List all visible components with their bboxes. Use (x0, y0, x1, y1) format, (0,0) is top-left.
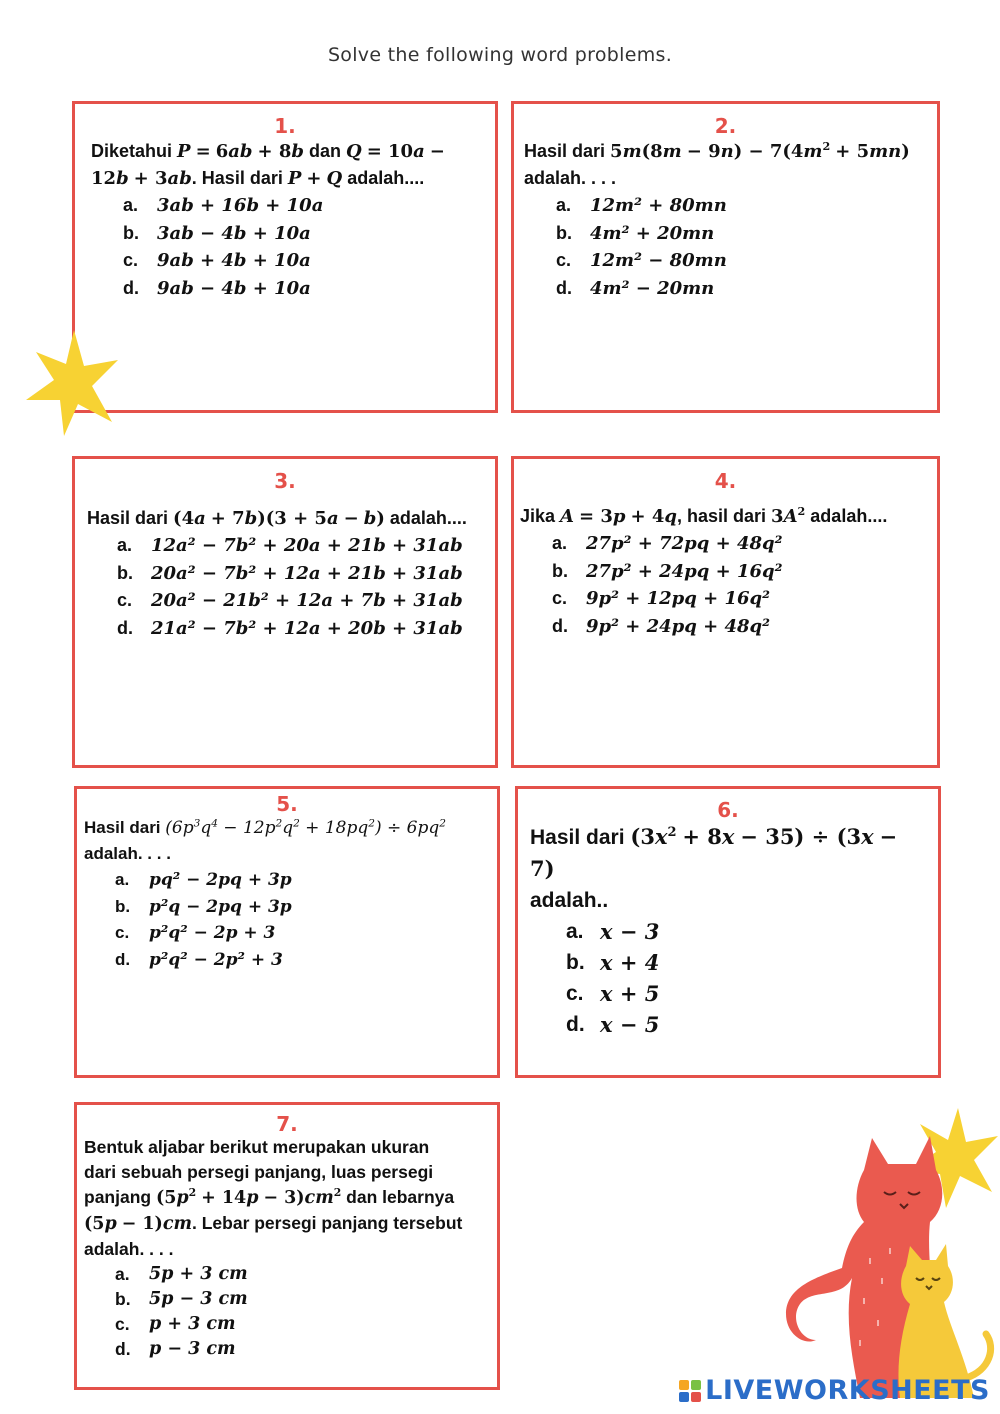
options-list (514, 530, 937, 640)
question-card-3 (72, 456, 498, 768)
options-list (77, 1262, 497, 1362)
question-number: 3. (274, 469, 296, 493)
option-d[interactable]: d. 4m² − 20mn (556, 277, 715, 299)
question-card-2 (511, 101, 940, 413)
options-list (75, 532, 495, 642)
question-card-5 (74, 786, 500, 1078)
question-text: Hasil dari $5m(8m - 9n) - 7(4m^2 + 5mn)$ adalah. . . . (524, 140, 910, 188)
option-b[interactable]: b. 4m² + 20mn (556, 222, 715, 244)
option-c[interactable]: c. 12m² − 80mn (556, 250, 727, 271)
option-a[interactable]: a. 5p + 3 cm (115, 1264, 248, 1284)
options-list (77, 867, 497, 973)
question-text: Bentuk aljabar berikut merupakan ukuran dari sebuah persegi panjang, luas persegi panjang $(5p^2 + 14p - 3)cm^2$ dan lebarnya (5p − 1)cm. Lebar persegi panjang tersebut adalah. . . . (84, 1137, 463, 1259)
option-c[interactable]: c. 9p² + 12pq + 16q² (552, 588, 770, 609)
option-a[interactable]: a. 12m² + 80mn (556, 195, 727, 216)
option-d[interactable]: d. x − 5 (566, 1012, 660, 1037)
option-a[interactable]: a. 3ab + 16b + 10a (123, 195, 324, 216)
option-b[interactable]: b. p²q − 2pq + 3p (115, 896, 292, 917)
question-number: 7. (276, 1112, 298, 1136)
option-a[interactable]: a. 12a² − 7b² + 20a + 21b + 31ab (117, 535, 463, 556)
question-number: 6. (717, 798, 739, 822)
options-list (514, 192, 937, 302)
option-d[interactable]: d. p²q² − 2p² + 3 (115, 949, 283, 970)
option-a[interactable]: a. 27p² + 72pq + 48q² (552, 533, 783, 554)
question-text: Diketahui P = 6ab + 8b dan Q = 10a − 12b + 3ab. Hasil dari P + Q adalah.... (91, 141, 445, 189)
question-card-7 (74, 1102, 500, 1390)
question-card-6 (515, 786, 941, 1078)
options-list (75, 192, 495, 302)
question-card-4 (511, 456, 940, 768)
star-icon (26, 330, 118, 436)
option-b[interactable]: b. 27p² + 24pq + 16q² (552, 560, 783, 582)
option-c[interactable]: c. 9ab + 4b + 10a (123, 250, 311, 271)
options-list (518, 916, 938, 1040)
option-b[interactable]: b. 5p − 3 cm (115, 1289, 248, 1309)
liveworksheets-logo (679, 1375, 990, 1406)
question-text: Hasil dari $(3x^2 + 8x - 35) \div (3x - 7)$ adalah.. (530, 824, 898, 912)
option-b[interactable]: b. 3ab − 4b + 10a (123, 222, 311, 244)
question-number: 1. (274, 114, 296, 138)
option-c[interactable]: c. x + 5 (566, 981, 660, 1006)
question-number: 2. (714, 114, 737, 138)
option-a[interactable]: a. pq² − 2pq + 3p (115, 870, 292, 890)
question-card-1 (72, 101, 498, 413)
option-b[interactable]: b. x + 4 (566, 950, 660, 975)
option-a[interactable]: a. x − 3 (566, 919, 660, 944)
option-c[interactable]: c. 20a² − 21b² + 12a + 7b + 31ab (117, 590, 463, 611)
question-number: 5. (276, 792, 298, 816)
option-b[interactable]: b. 20a² − 7b² + 12a + 21b + 31ab (117, 562, 463, 584)
option-d[interactable]: d. 9ab − 4b + 10a (123, 277, 311, 299)
logo-text: LIVEWORKSHEETS (705, 1375, 990, 1406)
option-c[interactable]: c. p²q² − 2p + 3 (115, 923, 276, 943)
question-number: 4. (714, 469, 737, 493)
page-instruction: Solve the following word problems. (327, 44, 673, 66)
question-text: Hasil dari (4a + 7b)(3 + 5a − b) adalah.... (87, 508, 467, 529)
option-d[interactable]: d. p − 3 cm (115, 1339, 236, 1359)
option-c[interactable]: c. p + 3 cm (115, 1314, 236, 1334)
option-d[interactable]: d. 9p² + 24pq + 48q² (552, 615, 770, 637)
question-text: Hasil dari $(6p^3q^4 - 12p^2q^2 + 18pq^2) \div 6pq^2$ adalah. . . . (84, 817, 446, 863)
question-text: Jika A = 3p + 4q, hasil dari $3A^2$ adalah.... (520, 505, 888, 527)
option-d[interactable]: d. 21a² − 7b² + 12a + 20b + 31ab (117, 617, 463, 639)
logo-icon (679, 1380, 701, 1402)
cats-illustration-icon (760, 1108, 1000, 1414)
